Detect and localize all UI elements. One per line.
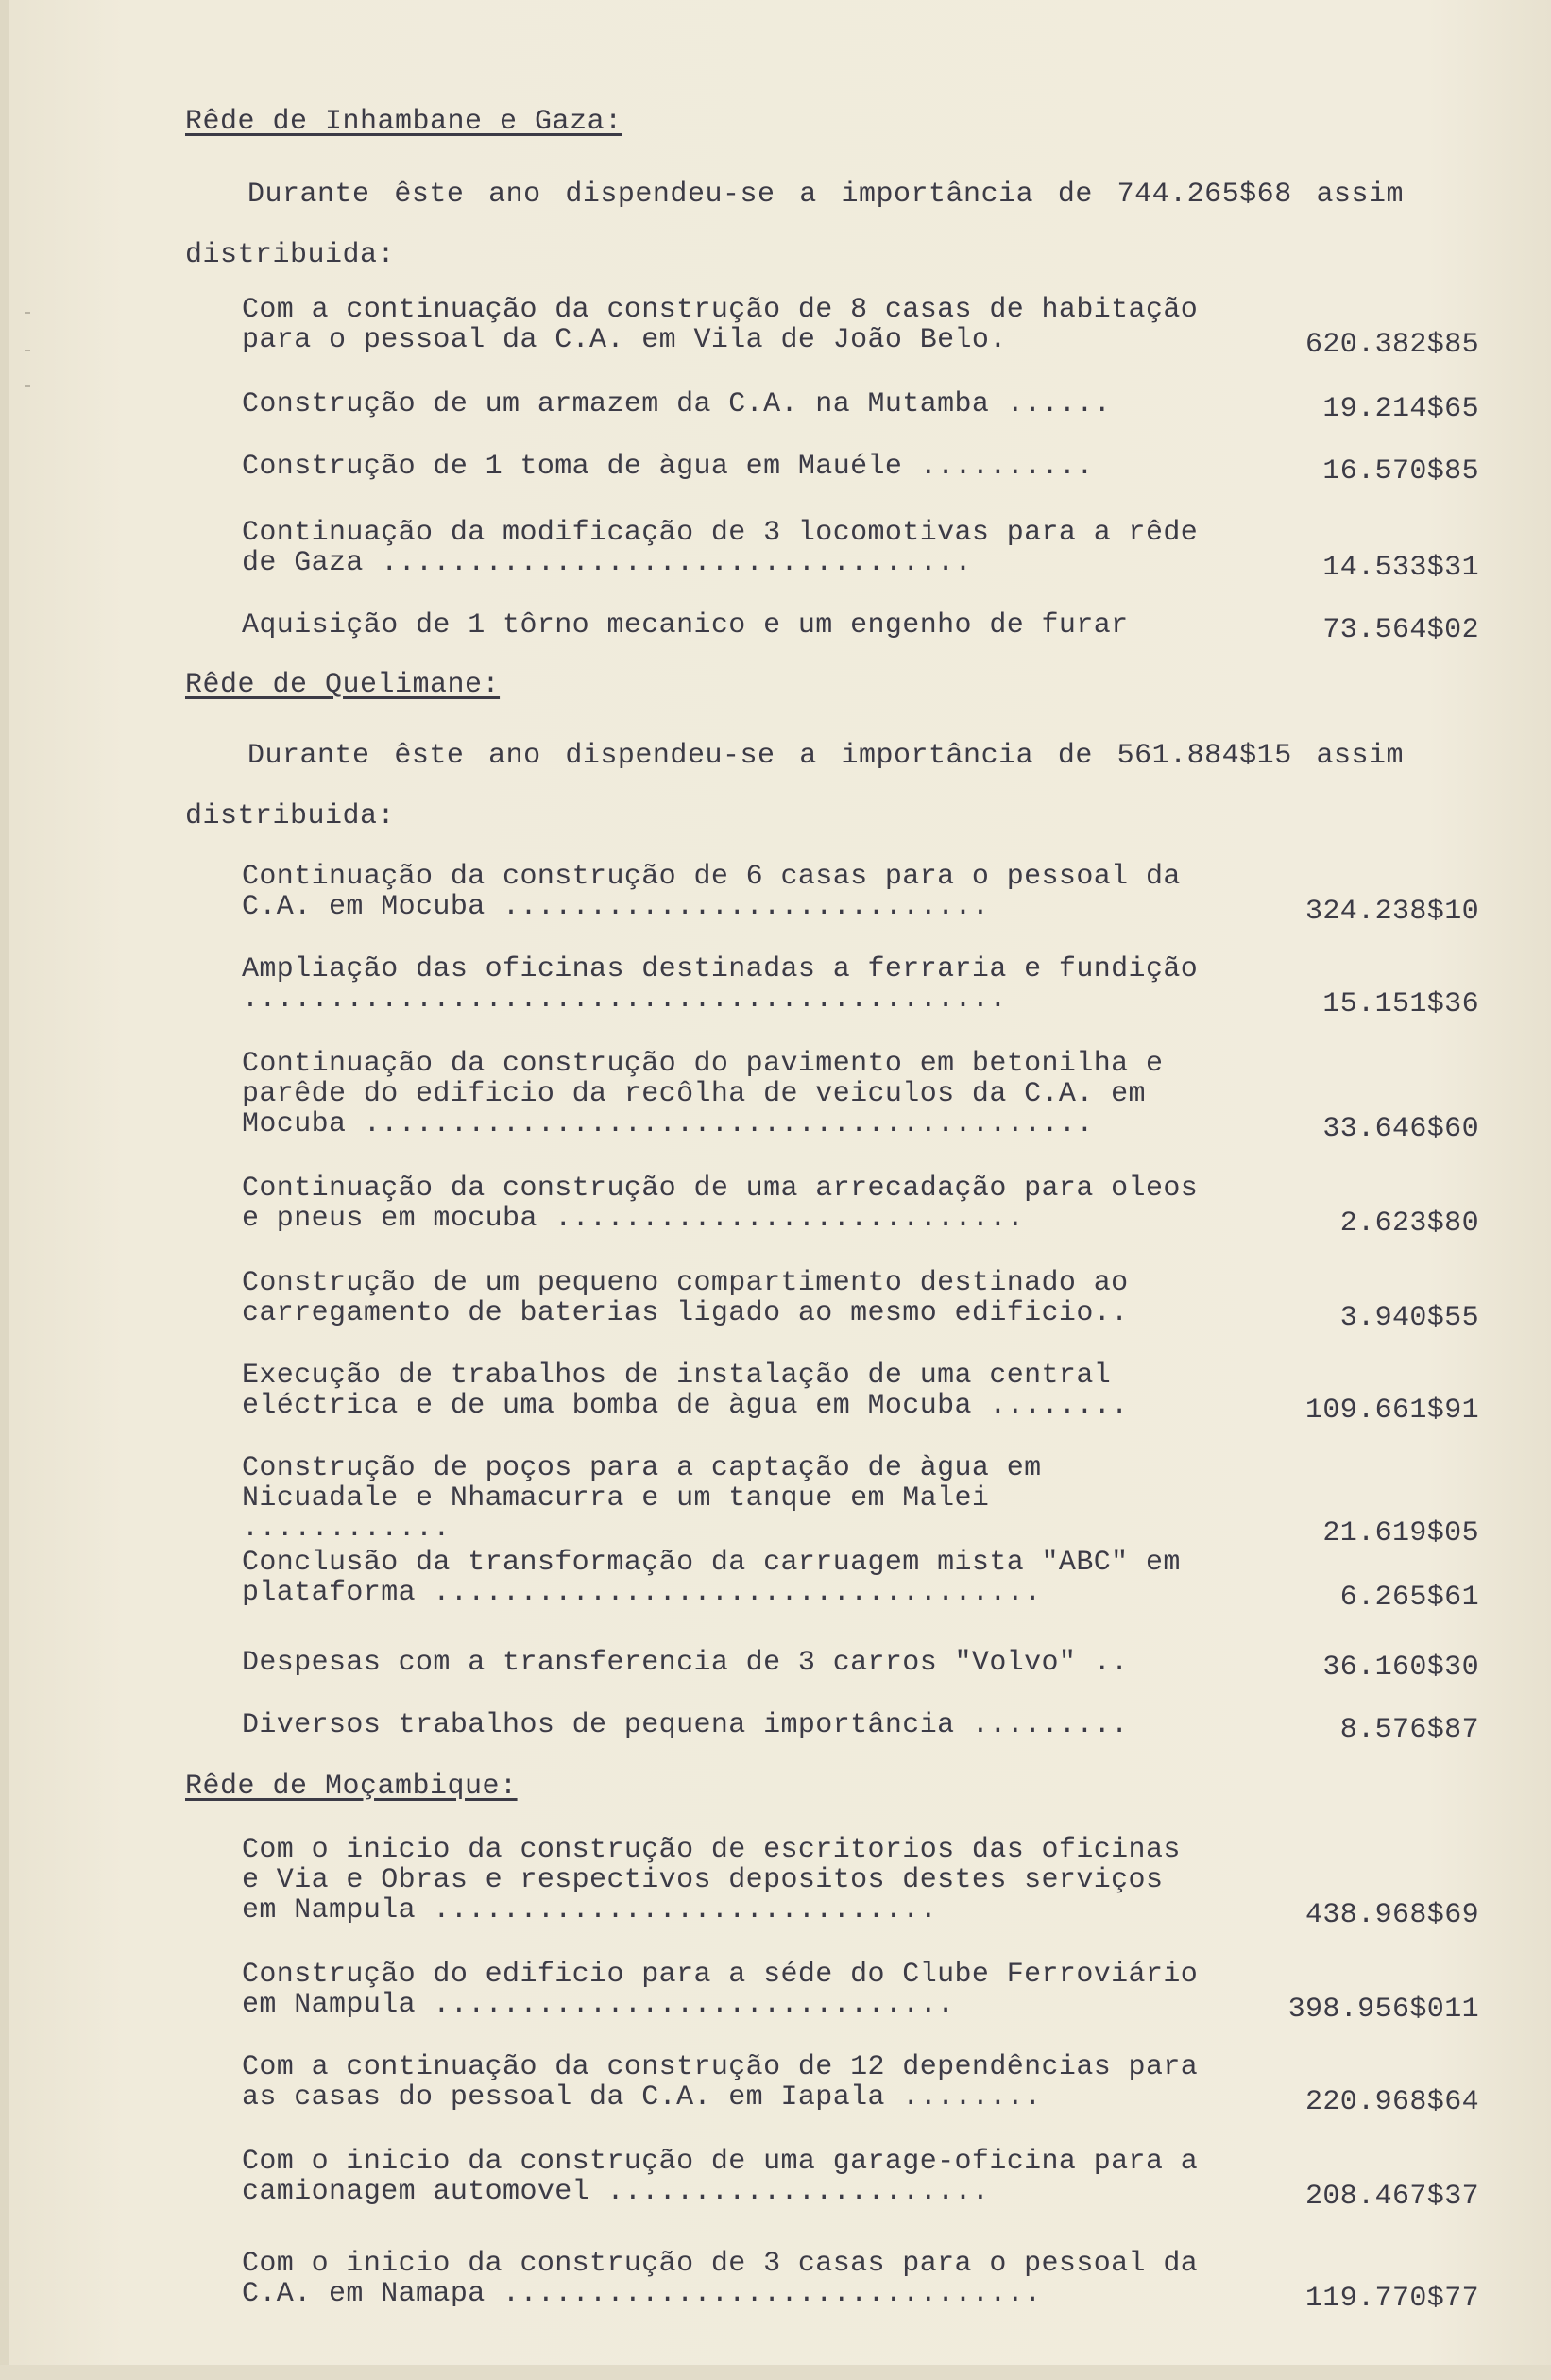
- expense-description: Construção de um armazem da C.A. na Mutamba ......: [242, 388, 1112, 420]
- expense-description: Com a continuação da construção de 8 casas de habitação para o pessoal da C.A. em Vila de João Belo.: [242, 294, 1216, 356]
- expense-description: Continuação da construção de 6 casas para o pessoal da C.A. em Mocuba ............................: [242, 861, 1199, 923]
- section-intro-quelimane: Durante êste ano dispendeu-se a importância de 561.884$15 assim distribuida:: [185, 740, 1404, 832]
- paper-edge-left: [0, 0, 9, 2380]
- paper-edge-bottom: [0, 2365, 1551, 2380]
- expense-amount: 21.619$05: [1322, 1517, 1479, 1550]
- expense-amount: 19.214$65: [1322, 393, 1479, 425]
- expense-description: Execução de trabalhos de instalação de uma central eléctrica e de uma bomba de àgua em Mocuba ........: [242, 1360, 1129, 1422]
- expense-description: Despesas com a transferencia de 3 carros "Volvo" ..: [242, 1647, 1129, 1679]
- expense-amount: 620.382$85: [1304, 329, 1479, 361]
- expense-item: [242, 2146, 1479, 2213]
- section-heading-inhambane-gaza: Rêde de Inhambane e Gaza:: [185, 106, 622, 138]
- expense-item: [242, 1048, 1479, 1145]
- punch-mark: [25, 385, 30, 387]
- expense-description: Construção de um pequeno compartimento destinado ao carregamento de baterias ligado ao mesmo edificio..: [242, 1267, 1146, 1329]
- expense-amount: 2.623$80: [1339, 1207, 1479, 1240]
- expense-amount: 16.570$85: [1322, 455, 1479, 488]
- expense-item: [242, 609, 1479, 646]
- expense-item: [242, 1173, 1479, 1240]
- expense-amount: 6.265$61: [1339, 1582, 1479, 1614]
- expense-item: [242, 1452, 1479, 1550]
- expense-item: [242, 1709, 1479, 1746]
- expense-item: [242, 2051, 1479, 2118]
- punch-mark: [25, 350, 30, 351]
- expense-item: [242, 953, 1479, 1020]
- expense-item: [242, 517, 1479, 584]
- expense-description: Continuação da modificação de 3 locomotivas para a rêde de Gaza ..................................: [242, 517, 1216, 579]
- expense-description: Ampliação das oficinas destinadas a ferraria e fundição ............................................: [242, 953, 1216, 1016]
- section-heading-quelimane: Rêde de Quelimane:: [185, 669, 501, 701]
- expense-amount: 15.151$36: [1322, 988, 1479, 1020]
- expense-description: Com o inicio da construção de escritorios das oficinas e Via e Obras e respectivos depositos destes serviços em Nampula .............................: [242, 1834, 1199, 1926]
- expense-amount: 3.940$55: [1339, 1302, 1479, 1334]
- expense-description: Construção do edificio para a séde do Clube Ferroviário em Nampula ..............................: [242, 1959, 1216, 2021]
- section-heading-mocambique: Rêde de Moçambique:: [185, 1771, 518, 1803]
- expense-item: [242, 2248, 1479, 2315]
- expense-item: [242, 388, 1479, 425]
- expense-description: Continuação da construção do pavimento em betonilha e parêde do edificio da recôlha de veiculos da C.A. em Mocuba ..........................................: [242, 1048, 1181, 1140]
- expense-amount: 14.533$31: [1322, 552, 1479, 584]
- expense-description: Aquisição de 1 tôrno mecanico e um engenho de furar: [242, 609, 1129, 642]
- expense-description: Com o inicio da construção de 3 casas para o pessoal da C.A. em Namapa ...............................: [242, 2248, 1216, 2310]
- expense-description: Com o inicio da construção de uma garage-oficina para a camionagem automovel ......................: [242, 2146, 1216, 2208]
- punch-mark: [25, 312, 30, 314]
- expense-amount: 220.968$64: [1304, 2086, 1479, 2118]
- expense-item: [242, 1647, 1479, 1684]
- expense-amount: 208.467$37: [1304, 2181, 1479, 2213]
- expense-item: [242, 1547, 1479, 1614]
- expense-description: Diversos trabalhos de pequena importância .........: [242, 1709, 1129, 1741]
- expense-item: [242, 1959, 1479, 2026]
- expense-description: Continuação da construção de uma arrecadação para oleos e pneus em mocuba ...........................: [242, 1173, 1216, 1235]
- expense-item: [242, 861, 1479, 928]
- expense-description: Conclusão da transformação da carruagem mista "ABC" em plataforma ...................................: [242, 1547, 1199, 1609]
- expense-description: Construção de poços para a captação de àgua em Nicuadale e Nhamacurra e um tanque em Malei ............: [242, 1452, 1059, 1545]
- expense-amount: 36.160$30: [1322, 1652, 1479, 1684]
- expense-amount: 73.564$02: [1322, 614, 1479, 646]
- expense-description: Com a continuação da construção de 12 dependências para as casas do pessoal da C.A. em Iapala ........: [242, 2051, 1216, 2114]
- expense-item: [242, 1834, 1479, 1931]
- expense-amount: 33.646$60: [1322, 1113, 1479, 1145]
- expense-description: Construção de 1 toma de àgua em Mauéle ..........: [242, 451, 1094, 483]
- expense-item: [242, 451, 1479, 488]
- section-intro-inhambane-gaza: Durante êste ano dispendeu-se a importância de 744.265$68 assim distribuida:: [185, 179, 1404, 271]
- expense-amount: 324.238$10: [1304, 896, 1479, 928]
- expense-item: [242, 294, 1479, 361]
- expense-amount: 119.770$77: [1304, 2283, 1479, 2315]
- expense-item: [242, 1267, 1479, 1334]
- expense-amount: 398.956$011: [1287, 1994, 1479, 2026]
- expense-amount: 109.661$91: [1304, 1395, 1479, 1427]
- expense-item: [242, 1360, 1479, 1427]
- expense-amount: 8.576$87: [1339, 1714, 1479, 1746]
- expense-amount: 438.968$69: [1304, 1899, 1479, 1931]
